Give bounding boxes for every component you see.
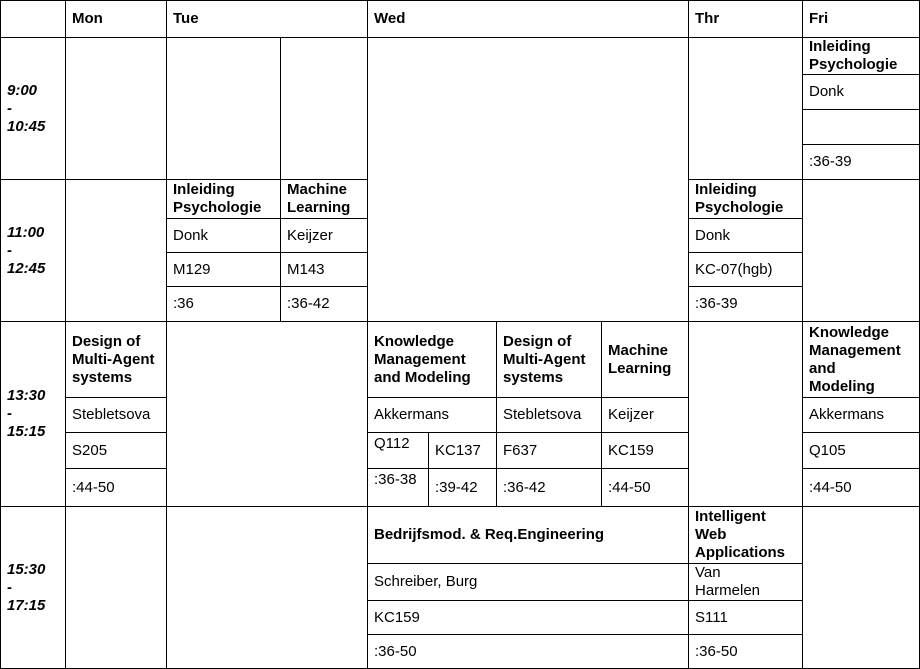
course-weeks: :44-50 bbox=[802, 468, 920, 507]
course-room: KC-07(hgb) bbox=[688, 252, 803, 287]
course-title[interactable]: Machine Learning bbox=[280, 179, 368, 219]
course-weeks: :36-50 bbox=[688, 634, 803, 669]
course-room: Q105 bbox=[802, 432, 920, 469]
course-room: Q112 bbox=[367, 432, 429, 469]
course-teacher: Akkermans bbox=[367, 397, 497, 433]
empty-cell bbox=[367, 37, 689, 322]
empty-cell bbox=[688, 37, 803, 180]
course-weeks: :36-39 bbox=[688, 286, 803, 322]
course-weeks: :39-42 bbox=[428, 468, 497, 507]
course-weeks: :36-50 bbox=[367, 634, 689, 669]
course-title[interactable]: Inleiding Psychologie bbox=[688, 179, 803, 219]
course-teacher: Stebletsova bbox=[496, 397, 602, 433]
course-teacher: Donk bbox=[166, 218, 281, 253]
time-slot-2: 11:00 - 12:45 bbox=[0, 179, 66, 322]
course-room: S205 bbox=[65, 432, 167, 469]
course-room: M129 bbox=[166, 252, 281, 287]
time-slot-4: 15:30 - 17:15 bbox=[0, 506, 66, 669]
course-title[interactable]: Bedrijfsmod. & Req.Engineering bbox=[367, 506, 689, 564]
course-title[interactable]: Knowledge Management and Modeling bbox=[802, 321, 920, 398]
empty-cell bbox=[65, 179, 167, 322]
course-teacher: Donk bbox=[688, 218, 803, 253]
course-title[interactable]: Design of Multi-Agent systems bbox=[496, 321, 602, 398]
empty-cell bbox=[65, 37, 167, 180]
course-weeks: :36-42 bbox=[280, 286, 368, 322]
header-wed: Wed bbox=[367, 0, 689, 38]
course-teacher: Schreiber, Burg bbox=[367, 563, 689, 601]
course-title[interactable]: Intelligent Web Applications bbox=[688, 506, 803, 564]
header-tue: Tue bbox=[166, 0, 368, 38]
course-weeks: :36-38 bbox=[367, 468, 429, 507]
course-title[interactable]: Inleiding Psychologie bbox=[166, 179, 281, 219]
course-room bbox=[802, 109, 920, 145]
course-weeks: :36 bbox=[166, 286, 281, 322]
course-teacher: Donk bbox=[802, 74, 920, 110]
empty-cell bbox=[688, 321, 803, 507]
course-teacher: Van Harmelen bbox=[688, 563, 803, 601]
course-weeks: :44-50 bbox=[601, 468, 689, 507]
course-teacher: Keijzer bbox=[601, 397, 689, 433]
empty-cell bbox=[280, 37, 368, 180]
course-weeks: :36-39 bbox=[802, 144, 920, 180]
course-room: F637 bbox=[496, 432, 602, 469]
empty-cell bbox=[802, 506, 920, 669]
course-teacher: Akkermans bbox=[802, 397, 920, 433]
course-weeks: :44-50 bbox=[65, 468, 167, 507]
course-title[interactable]: Machine Learning bbox=[601, 321, 689, 398]
empty-cell bbox=[166, 37, 281, 180]
header-corner bbox=[0, 0, 66, 38]
course-teacher: Keijzer bbox=[280, 218, 368, 253]
empty-cell bbox=[166, 321, 368, 507]
course-room: KC137 bbox=[428, 432, 497, 469]
empty-cell bbox=[65, 506, 167, 669]
empty-cell bbox=[802, 179, 920, 322]
course-weeks: :36-42 bbox=[496, 468, 602, 507]
time-slot-1: 9:00 - 10:45 bbox=[0, 37, 66, 180]
course-title[interactable]: Inleiding Psychologie bbox=[802, 37, 920, 75]
empty-cell bbox=[166, 506, 368, 669]
course-room: M143 bbox=[280, 252, 368, 287]
header-mon: Mon bbox=[65, 0, 167, 38]
header-fri: Fri bbox=[802, 0, 920, 38]
course-room: KC159 bbox=[367, 600, 689, 635]
time-slot-3: 13:30 - 15:15 bbox=[0, 321, 66, 507]
header-thr: Thr bbox=[688, 0, 803, 38]
course-room: S111 bbox=[688, 600, 803, 635]
course-title[interactable]: Design of Multi-Agent systems bbox=[65, 321, 167, 398]
course-title[interactable]: Knowledge Management and Modeling bbox=[367, 321, 497, 398]
course-teacher: Stebletsova bbox=[65, 397, 167, 433]
course-room: KC159 bbox=[601, 432, 689, 469]
